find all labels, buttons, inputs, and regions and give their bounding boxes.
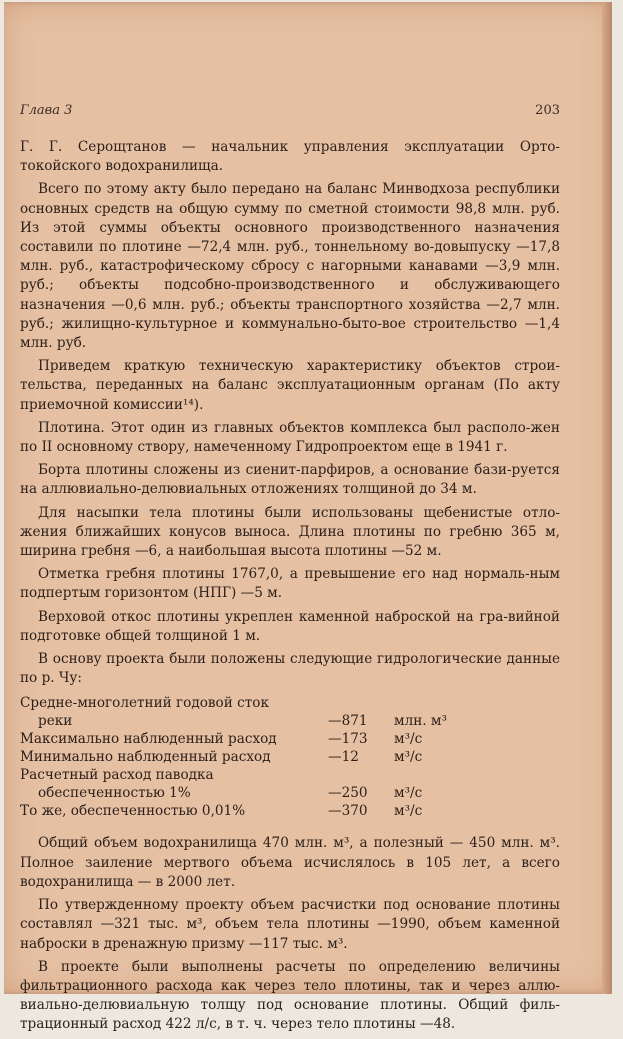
table-label: То же, обеспеченностью 0,01% (20, 803, 246, 820)
paragraph: По утвержденному проекту объем расчистки под основание плотины составлял —321 тыс. м³, объем тела плотины —1990, объем каменной наброски в дренажную призму —117 тыс. м³. (20, 897, 560, 952)
table-label: реки (38, 713, 73, 730)
table-unit: м³/с (394, 785, 423, 802)
paragraph: Отметка гребня плотины 1767,0, а превышение его над нормаль-ным подпертым горизонтом (НПГ) —5 м. (20, 566, 560, 602)
table-label: Расчетный расход паводка (20, 767, 214, 784)
paragraph: В проекте были выполнены расчеты по определению величины фильтрационного расхода как через тело плотины, так и через аллю-виально-делювиальную толщу под основание плотины. Общий филь-трационный расход 422 л/с, в т. ч. через тело плотины —48. (20, 958, 560, 1033)
table-row (20, 766, 447, 784)
table-unit: м³/с (394, 731, 423, 748)
page-edge (602, 2, 612, 994)
body-text (20, 138, 560, 1039)
table-label: Средне-многолетний годовой сток (20, 695, 269, 712)
table-row (20, 712, 447, 730)
table-unit (388, 766, 447, 784)
hydrology-table (20, 694, 447, 820)
table-value: —370 (328, 803, 368, 820)
paragraph: В основу проекта были положены следующие гидрологические данные по р. Чу: (20, 651, 560, 687)
table-value (328, 766, 388, 784)
table-label: Максимально наблюденный расход (20, 731, 277, 748)
paragraph: Общий объем водохранилища 470 млн. м³, а полезный — 450 млн. м³. Полное заиление мертвого объема исчислялось в 105 лет, а всего водохранилища — в 2000 лет. (20, 835, 560, 890)
table-row (20, 694, 447, 712)
table-value: —12 (328, 749, 359, 766)
book-page (4, 2, 612, 1033)
table-row (20, 748, 447, 766)
table-value: —250 (328, 785, 368, 802)
table-unit: м³/с (394, 749, 423, 766)
table-row (20, 802, 447, 820)
paragraph: Борта плотины сложены из сиенит-парфиров, а основание бази-руется на аллювиально-делювиальных отложениях толщиной до 34 м. (20, 462, 560, 498)
table-row (20, 784, 447, 802)
table-unit (388, 694, 447, 712)
table-label: обеспеченностью 1% (38, 785, 191, 802)
paragraph: Г. Г. Серощтанов — начальник управления эксплуатации Орто-токойского водохранилища. (20, 139, 560, 175)
page-number: 203 (535, 103, 560, 118)
table-unit: млн. м³ (394, 713, 447, 730)
paragraph: Для насыпки тела плотины были использованы щебенистые отло-жения ближайших конусов выноса. Длина плотины по гребню 365 м, ширина гребня —6, а наибольшая высота плотины —52 м. (20, 504, 560, 560)
table-row (20, 730, 447, 748)
table-value: —173 (328, 731, 368, 748)
table-value (328, 694, 388, 712)
paragraph: Плотина. Этот один из главных объектов комплекса был располо-жен по II основному створу, намеченному Гидропроектом еще в 1941 г. (20, 419, 560, 456)
paragraph: Всего по этому акту было передано на баланс Минводхоза республики основных средств на общую сумму по сметной стоимости 98,8 млн. руб. Из этой суммы объекты основного производственного назначения составили по плотине —72,4 млн. руб., тоннельному во-довыпуску —17,8 млн. руб., катастрофическому сбросу с нагорными канавами —3,9 млн. руб.; объекты подсобно-производственного и обслуживающего назначения —0,6 млн. руб.; объекты транспортного хозяйства —2,7 млн. руб.; жилищно-культурное и коммунально-быто-вое строительство —1,4 млн. руб. (20, 181, 560, 352)
table-unit: м³/с (394, 803, 423, 820)
table-value: —871 (328, 713, 368, 730)
page-header (20, 103, 560, 118)
table-label: Минимально наблюденный расход (20, 749, 271, 766)
paragraph: Приведем краткую техническую характеристику объектов строи-тельства, переданных на баланс эксплуатационным органам (По акту приемочной комиссии¹⁴). (20, 358, 560, 413)
chapter-label: Глава 3 (20, 103, 73, 118)
paragraph: Верховой откос плотины укреплен каменной наброской на гра-вийной подготовке общей толщиной 1 м. (20, 608, 560, 644)
